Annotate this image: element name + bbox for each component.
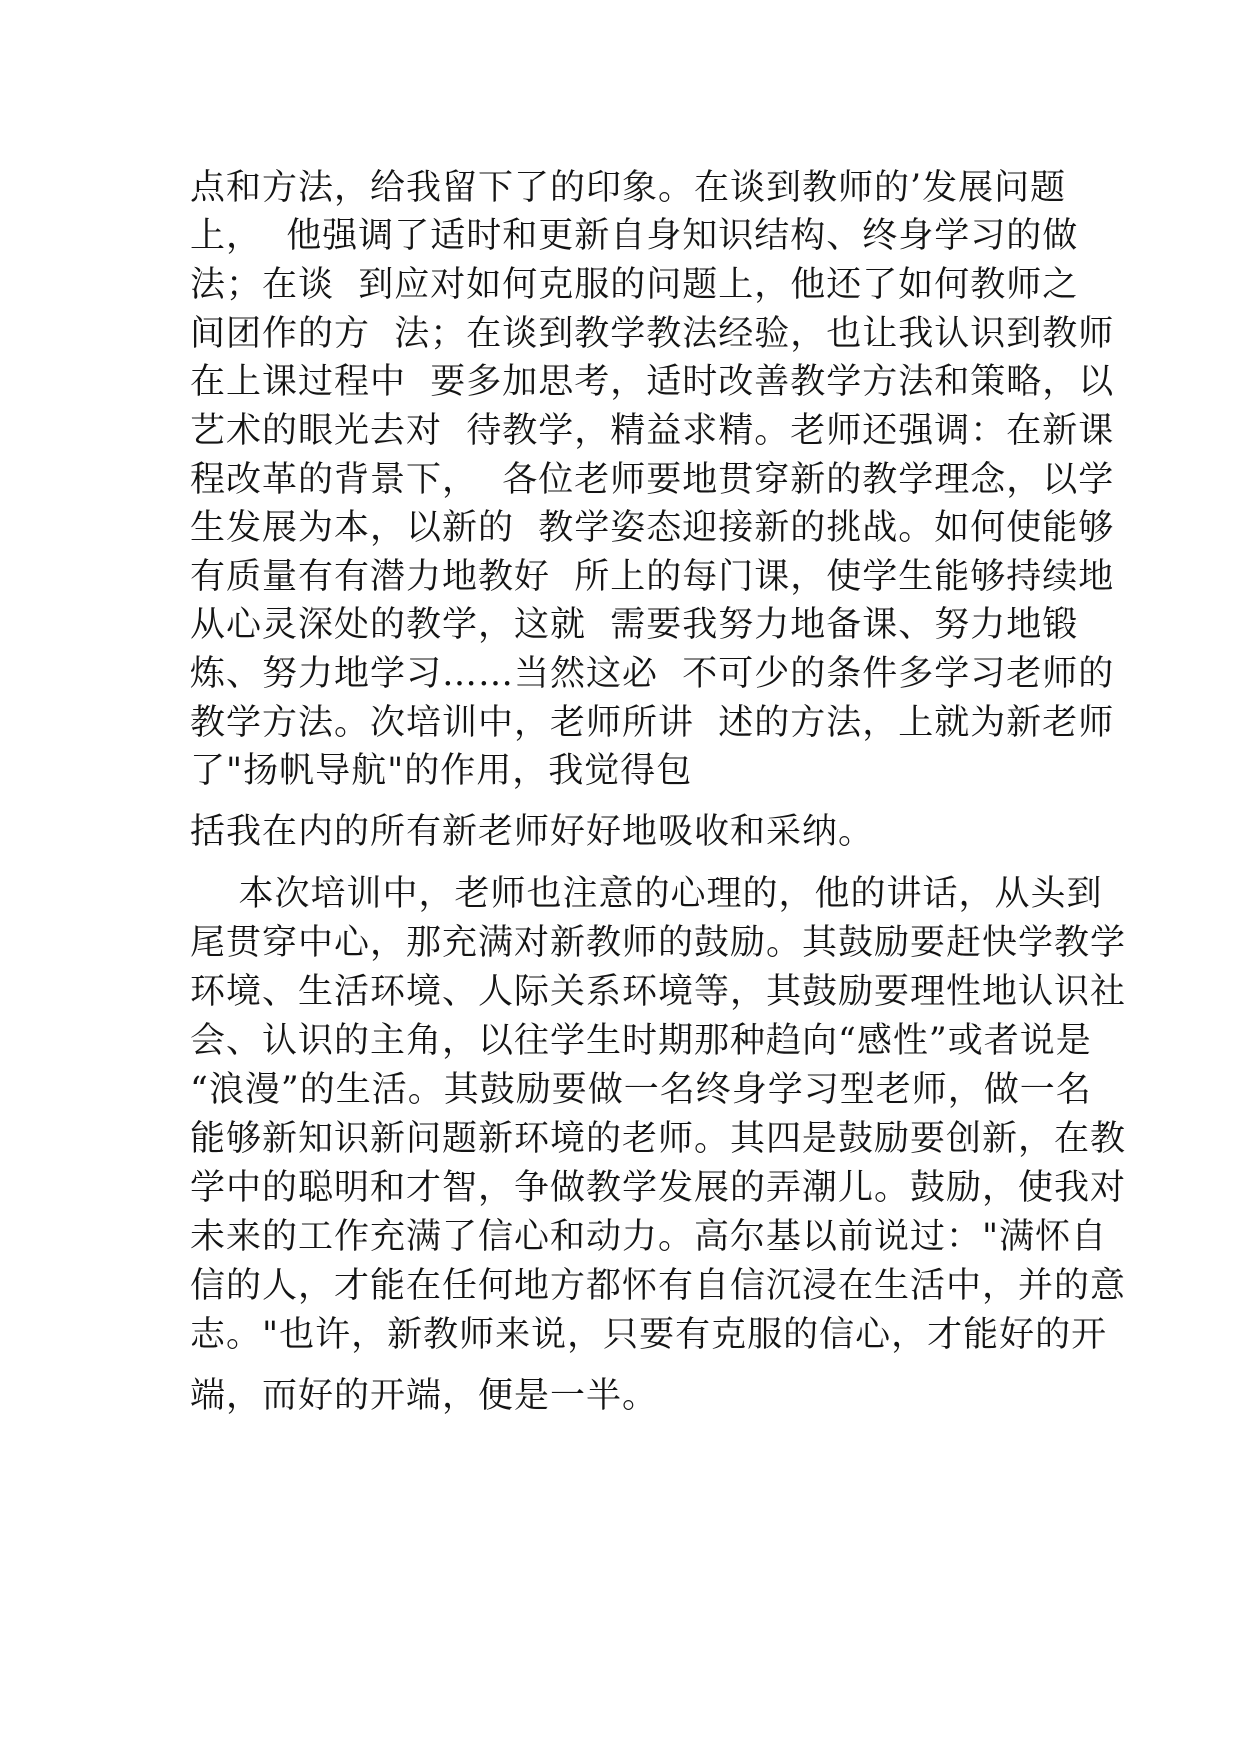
paragraph-2-line-4: 会、认识的主角，以往学生时期那种趋向“感性”或者说是 bbox=[190, 1021, 1092, 1061]
paragraph-2-line-8: 未来的工作充满了信心和动力。高尔基以前说过："满怀自 bbox=[190, 1217, 1108, 1257]
paragraph-1-line-4: 间团作的方 法；在谈到教学教法经验，也让我认识到教师 bbox=[190, 314, 1115, 354]
paragraph-1-line-9: 有质量有有潜力地教好 所上的每门课，使学生能够持续地 bbox=[190, 557, 1115, 597]
paragraph-1-line-10: 从心灵深处的教学，这就 需要我努力地备课、努力地锻 bbox=[190, 605, 1079, 645]
paragraph-2-line-9: 信的人，才能在任何地方都怀有自信沉浸在生活中，并的意 bbox=[190, 1266, 1127, 1306]
paragraph-2-line-3: 环境、生活环境、人际关系环境等，其鼓励要理性地认识社 bbox=[190, 972, 1127, 1012]
paragraph-1-line-3: 法；在谈 到应对如何克服的问题上，他还了如何教师之 bbox=[190, 265, 1079, 305]
paragraph-1-line-5: 在上课过程中 要多加思考，适时改善教学方法和策略，以 bbox=[190, 362, 1115, 402]
paragraph-1-line-1: 点和方法，给我留下了的印象。在谈到教师的’发展问题 bbox=[190, 168, 1067, 208]
paragraph-2-line-11: 端，而好的开端，便是一半。 bbox=[190, 1376, 659, 1416]
paragraph-1-line-2: 上， 他强调了适时和更新自身知识结构、终身学习的做 bbox=[190, 216, 1079, 256]
paragraph-1-line-7: 程改革的背景下， 各位老师要地贯穿新的教学理念，以学 bbox=[190, 460, 1115, 500]
paragraph-1-line-8: 生发展为本，以新的 教学姿态迎接新的挑战。如何使能够 bbox=[190, 508, 1115, 548]
paragraph-1-line-11: 炼、努力地学习……当然这必 不可少的条件多学习老师的 bbox=[190, 654, 1115, 694]
paragraph-1-line-14: 括我在内的所有新老师好好地吸收和采纳。 bbox=[190, 812, 875, 852]
paragraph-2-line-7: 学中的聪明和才智，争做教学发展的弄潮儿。鼓励，使我对 bbox=[190, 1168, 1127, 1208]
paragraph-2-line-10: 志。"也许，新教师来说，只要有克服的信心，才能好的开 bbox=[190, 1315, 1108, 1355]
paragraph-2-line-6: 能够新知识新问题新环境的老师。其四是鼓励要创新，在教 bbox=[190, 1119, 1127, 1159]
paragraph-1-line-12: 教学方法。次培训中，老师所讲 述的方法，上就为新老师 bbox=[190, 703, 1115, 743]
paragraph-2-line-2: 尾贯穿中心，那充满对新教师的鼓励。其鼓励要赶快学教学 bbox=[190, 923, 1127, 963]
paragraph-2-line-5: “浪漫”的生活。其鼓励要做一名终身学习型老师，做一名 bbox=[190, 1070, 1092, 1110]
paragraph-1-line-13: 了"扬帆导航"的作用，我觉得包 bbox=[190, 751, 693, 791]
paragraph-2-line-1: 本次培训中，老师也注意的心理的，他的讲话，从头到 bbox=[190, 874, 1103, 914]
paragraph-1-line-6: 艺术的眼光去对 待教学，精益求精。老师还强调：在新课 bbox=[190, 411, 1115, 451]
